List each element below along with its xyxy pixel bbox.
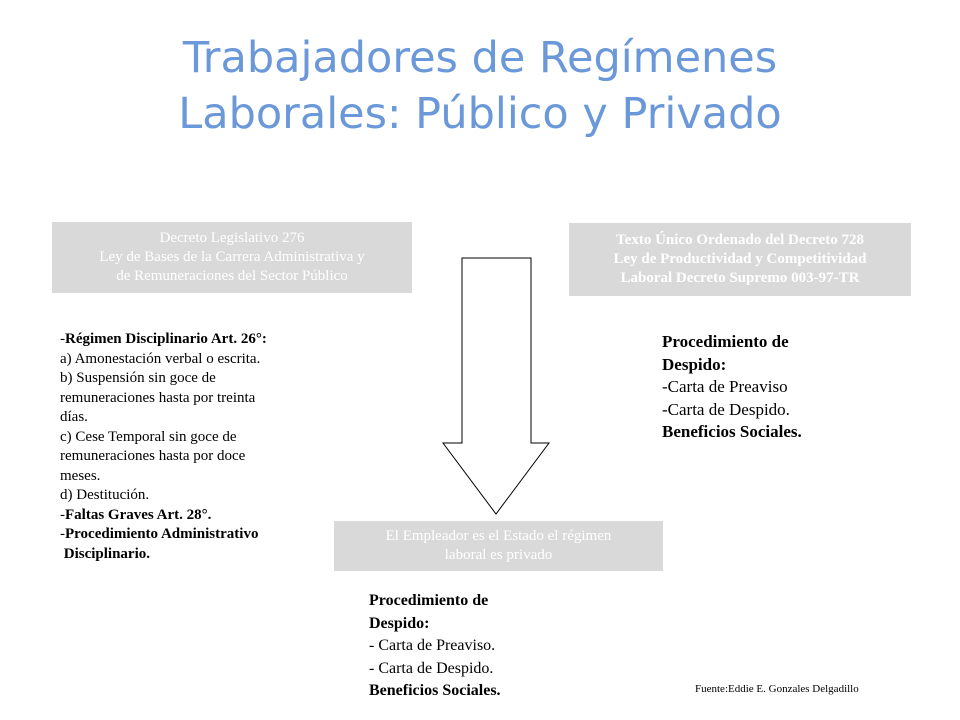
list-item: a) Amonestación verbal o escrita. xyxy=(60,350,261,367)
faltas-graves-text: Faltas Graves Art. 28°. xyxy=(65,506,212,523)
disciplinary-regime-list xyxy=(60,330,267,564)
public-regime-line-2: Ley de Bases de la Carrera Administrativa y xyxy=(99,249,365,265)
source-credit: Fuente:Eddie E. Gonzales Delgadillo xyxy=(695,683,859,695)
list-item: -Carta de Despido. xyxy=(662,399,790,419)
employer-state-box xyxy=(334,521,663,571)
list-item: d) Destitución. xyxy=(60,487,150,503)
employer-state-line-1: El Empleador es el Estado el régimen xyxy=(385,528,612,544)
list-item: - Carta de Preaviso. xyxy=(369,637,496,654)
private-regime-box xyxy=(569,223,911,296)
procedure-heading-1: Procedimiento de xyxy=(369,592,489,609)
dash: - xyxy=(60,506,65,523)
title-line-1: Trabajadores de Regímenes xyxy=(182,33,778,83)
private-regime-line-2: Ley de Productividad y Competitividad xyxy=(613,251,867,267)
state-dismissal-procedure xyxy=(369,590,501,703)
procedure-heading-1: Procedimiento de xyxy=(662,332,789,351)
procedure-heading-2: Despido: xyxy=(369,614,430,632)
dash: - xyxy=(60,526,65,542)
title-line-2: Laborales: Público y Privado xyxy=(178,89,782,139)
list-item: b) Suspensión sin goce de xyxy=(60,370,216,386)
private-regime-line-3: Laboral Decreto Supremo 003-97-TR xyxy=(620,270,860,286)
procedimiento-item-cont: Disciplinario. xyxy=(60,545,151,562)
down-arrow-icon xyxy=(440,252,552,518)
procedimiento-text: Procedimiento Administrativo xyxy=(65,526,259,542)
list-item: - Carta de Despido. xyxy=(369,659,494,677)
public-regime-box xyxy=(52,222,412,293)
list-item: -Carta de Preaviso xyxy=(662,377,788,396)
private-regime-line-1: Texto Único Ordenado del Decreto 728 xyxy=(616,232,864,248)
list-item: Beneficios Sociales. xyxy=(662,422,802,441)
list-item: días. xyxy=(60,409,88,425)
private-dismissal-procedure xyxy=(662,331,802,444)
list-item: remuneraciones hasta por doce xyxy=(60,448,246,464)
list-item: meses. xyxy=(60,467,101,484)
faltas-graves-item xyxy=(60,506,267,526)
list-item: Beneficios Sociales. xyxy=(369,682,501,699)
list-item: c) Cese Temporal sin goce de xyxy=(60,428,237,445)
dash: - xyxy=(60,331,65,347)
slide-title xyxy=(60,30,900,142)
public-regime-line-1: Decreto Legislativo 276 xyxy=(159,230,305,246)
procedure-heading-2: Despido: xyxy=(662,354,727,374)
public-regime-line-3: de Remuneraciones del Sector Público xyxy=(116,268,348,284)
procedimiento-item xyxy=(60,525,267,545)
disciplinary-heading xyxy=(60,330,267,350)
employer-state-line-2: laboral es privado xyxy=(444,547,553,563)
list-item: remuneraciones hasta por treinta xyxy=(60,389,256,406)
disciplinary-heading-text: Régimen Disciplinario Art. 26°: xyxy=(65,331,267,347)
down-arrow-shape xyxy=(443,258,549,514)
